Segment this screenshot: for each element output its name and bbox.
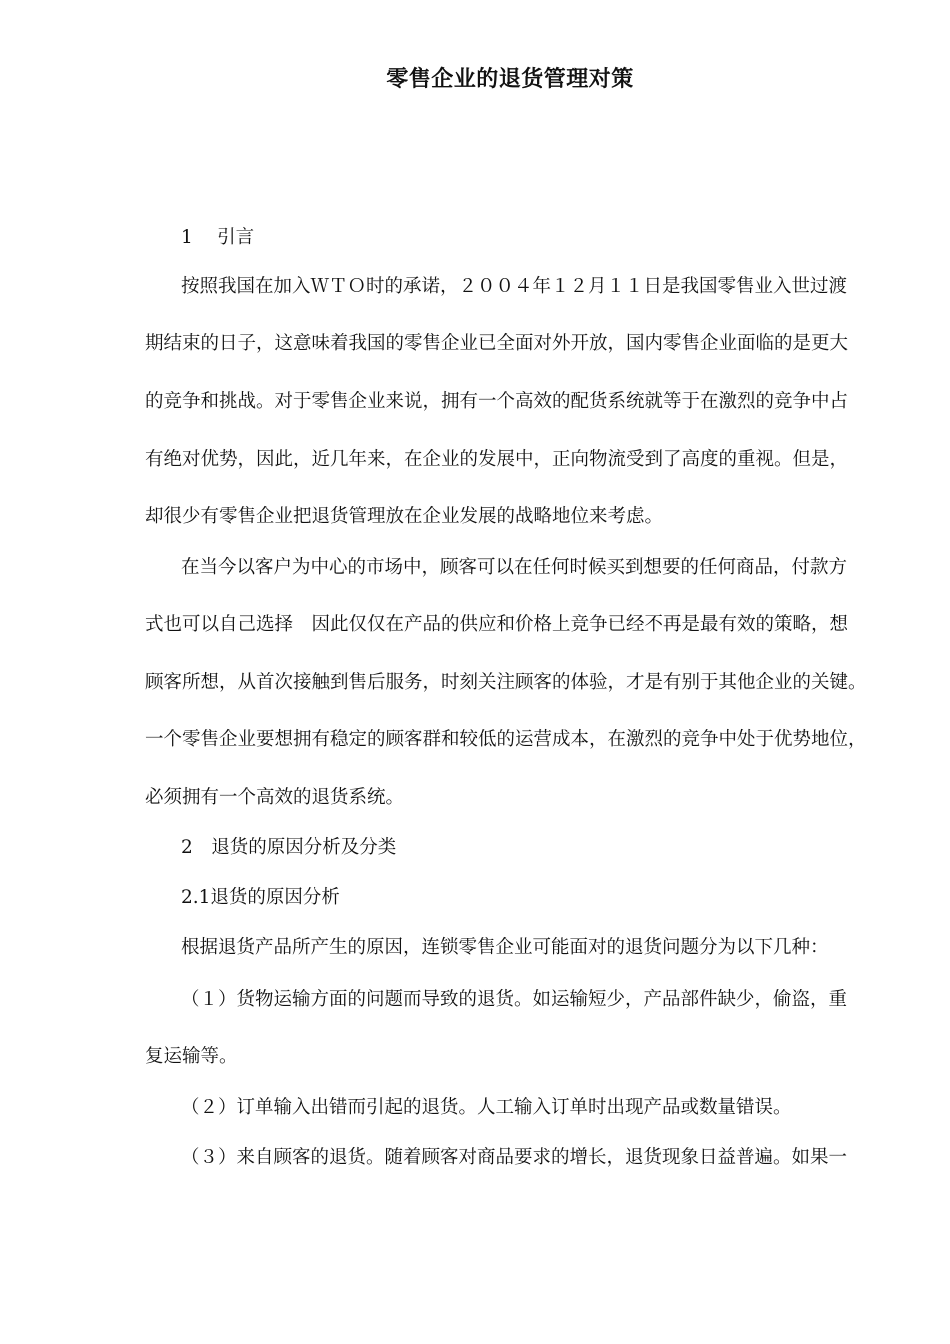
document-title: 零售企业的退货管理对策 bbox=[386, 67, 634, 92]
list-item-line: （２）订单输入出错而引起的退货。人工输入订单时出现产品或数量错误。 bbox=[181, 1097, 792, 1118]
paragraph-line: 式也可以自己选择 因此仅仅在产品的供应和价格上竞争已经不再是最有效的策略，想 bbox=[145, 614, 849, 635]
paragraph-line: 却很少有零售企业把退货管理放在企业发展的战略地位来考虑。 bbox=[145, 506, 664, 527]
paragraph-line: 的竞争和挑战。对于零售企业来说，拥有一个高效的配货系统就等于在激烈的竞争中占 bbox=[145, 391, 849, 412]
paragraph-line: 按照我国在加入ＷＴＯ时的承诺，２００４年１２月１１日是我国零售业入世过渡 bbox=[181, 276, 848, 297]
paragraph-line: 顾客所想，从首次接触到售后服务，时刻关注顾客的体验，才是有别于其他企业的关键。 bbox=[145, 672, 867, 693]
section-heading-return-causes: 2 退货的原因分析及分类 bbox=[181, 837, 397, 858]
subsection-heading: 2.1退货的原因分析 bbox=[181, 887, 340, 908]
list-item-line: 复运输等。 bbox=[145, 1046, 238, 1067]
list-item-line: （１）货物运输方面的问题而导致的退货。如运输短少，产品部件缺少，偷盗，重 bbox=[181, 989, 848, 1010]
paragraph-line: 在当今以客户为中心的市场中，顾客可以在任何时候买到想要的任何商品，付款方 bbox=[181, 557, 848, 578]
list-item-line: （３）来自顾客的退货。随着顾客对商品要求的增长，退货现象日益普遍。如果一 bbox=[181, 1147, 848, 1168]
section-heading-introduction: 1 引言 bbox=[181, 227, 255, 248]
paragraph-line: 期结束的日子，这意味着我国的零售企业已全面对外开放，国内零售企业面临的是更大 bbox=[145, 333, 849, 354]
paragraph-line: 根据退货产品所产生的原因，连锁零售企业可能面对的退货问题分为以下几种： bbox=[181, 937, 829, 958]
paragraph-line: 必须拥有一个高效的退货系统。 bbox=[145, 787, 405, 808]
paragraph-line: 一个零售企业要想拥有稳定的顾客群和较低的运营成本，在激烈的竞争中处于优势地位， bbox=[145, 729, 867, 750]
paragraph-line: 有绝对优势，因此，近几年来，在企业的发展中，正向物流受到了高度的重视。但是， bbox=[145, 449, 849, 470]
